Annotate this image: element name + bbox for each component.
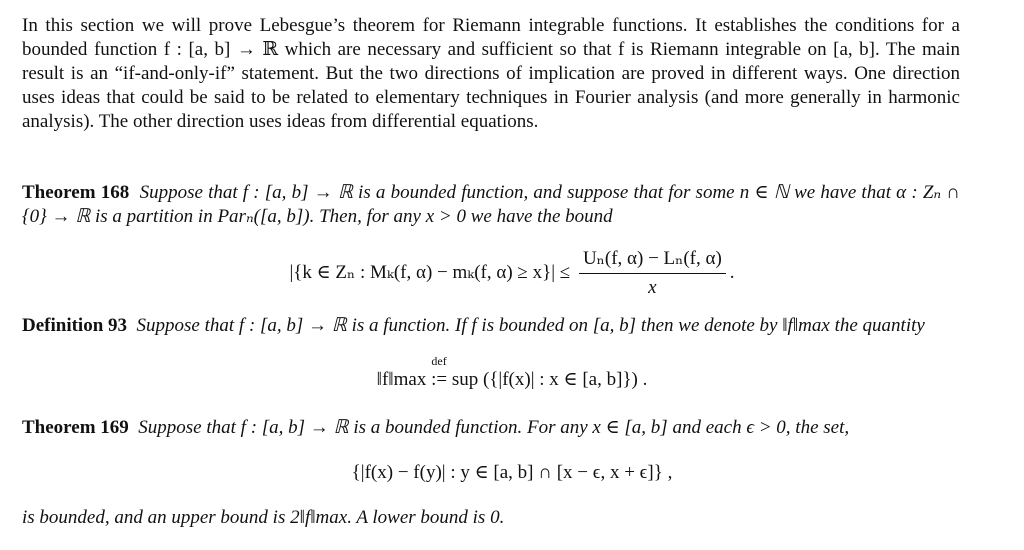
definition-93 <box>22 314 960 338</box>
theorem-169 <box>22 416 960 440</box>
theorem-168-denominator: x <box>648 277 657 298</box>
definition-93-rhs: sup ({|f(x)| : x ∈ [a, b]}) . <box>451 369 648 390</box>
definition-93-def-symbol: := <box>431 369 448 390</box>
theorem-169-statement: Suppose that f : [a, b] → ℝ is a bounded function. For any x ∈ [a, b] and each ϵ > 0, the set, <box>138 417 850 438</box>
intro-paragraph: In this section we will prove Lebesgue’s theorem for Riemann integrable functions. It establishes the conditions for a bounded function f : [a, b] → ℝ which are necessary and sufficient so that f is Riemann integrable on [a, b]. The main result is an “if-and-only-if” statement. But the two directions of implication are proved in different ways. One direction uses ideas that could be said to be related to elementary techniques in Fourier analysis (and more generally in harmonic analysis). The other direction uses ideas from differential equations. <box>22 15 960 132</box>
theorem-168-lhs: |{k ∈ Zₙ : Mₖ(f, α) − mₖ(f, α) ≥ x}| ≤ <box>289 261 571 283</box>
definition-93-label: Definition 93 <box>22 315 128 336</box>
theorem-168-label: Theorem 168 <box>22 182 130 203</box>
definition-93-defeq <box>431 354 448 392</box>
theorem-169-equation: {|f(x) − f(y)| : y ∈ [a, b] ∩ [x − ϵ, x + ϵ]} , <box>351 462 673 483</box>
theorem-168-fraction <box>579 247 726 300</box>
definition-93-lhs: ‖f‖max <box>376 369 427 390</box>
theorem-169-conclusion: is bounded, and an upper bound is 2‖f‖max. A lower bound is 0. <box>22 507 505 528</box>
theorem-168-numerator: Uₙ(f, α) − Lₙ(f, α) <box>579 247 726 274</box>
theorem-168-equation <box>0 247 1024 300</box>
definition-93-def-over: def <box>431 354 447 368</box>
definition-93-equation <box>0 354 1024 392</box>
theorem-168 <box>22 181 960 229</box>
theorem-168-period: . <box>729 261 735 283</box>
definition-93-statement: Suppose that f : [a, b] → ℝ is a function. If f is bounded on [a, b] then we denote by ‖f‖max the quantity <box>136 315 925 336</box>
theorem-169-label: Theorem 169 <box>22 417 129 438</box>
theorem-168-statement: Suppose that f : [a, b] → ℝ is a bounded function, and suppose that for some n ∈ ℕ we have that α : Zₙ ∩ {0} → ℝ is a partition in Parₙ([a, b]). Then, for any x > 0 we have the bound <box>22 182 960 227</box>
